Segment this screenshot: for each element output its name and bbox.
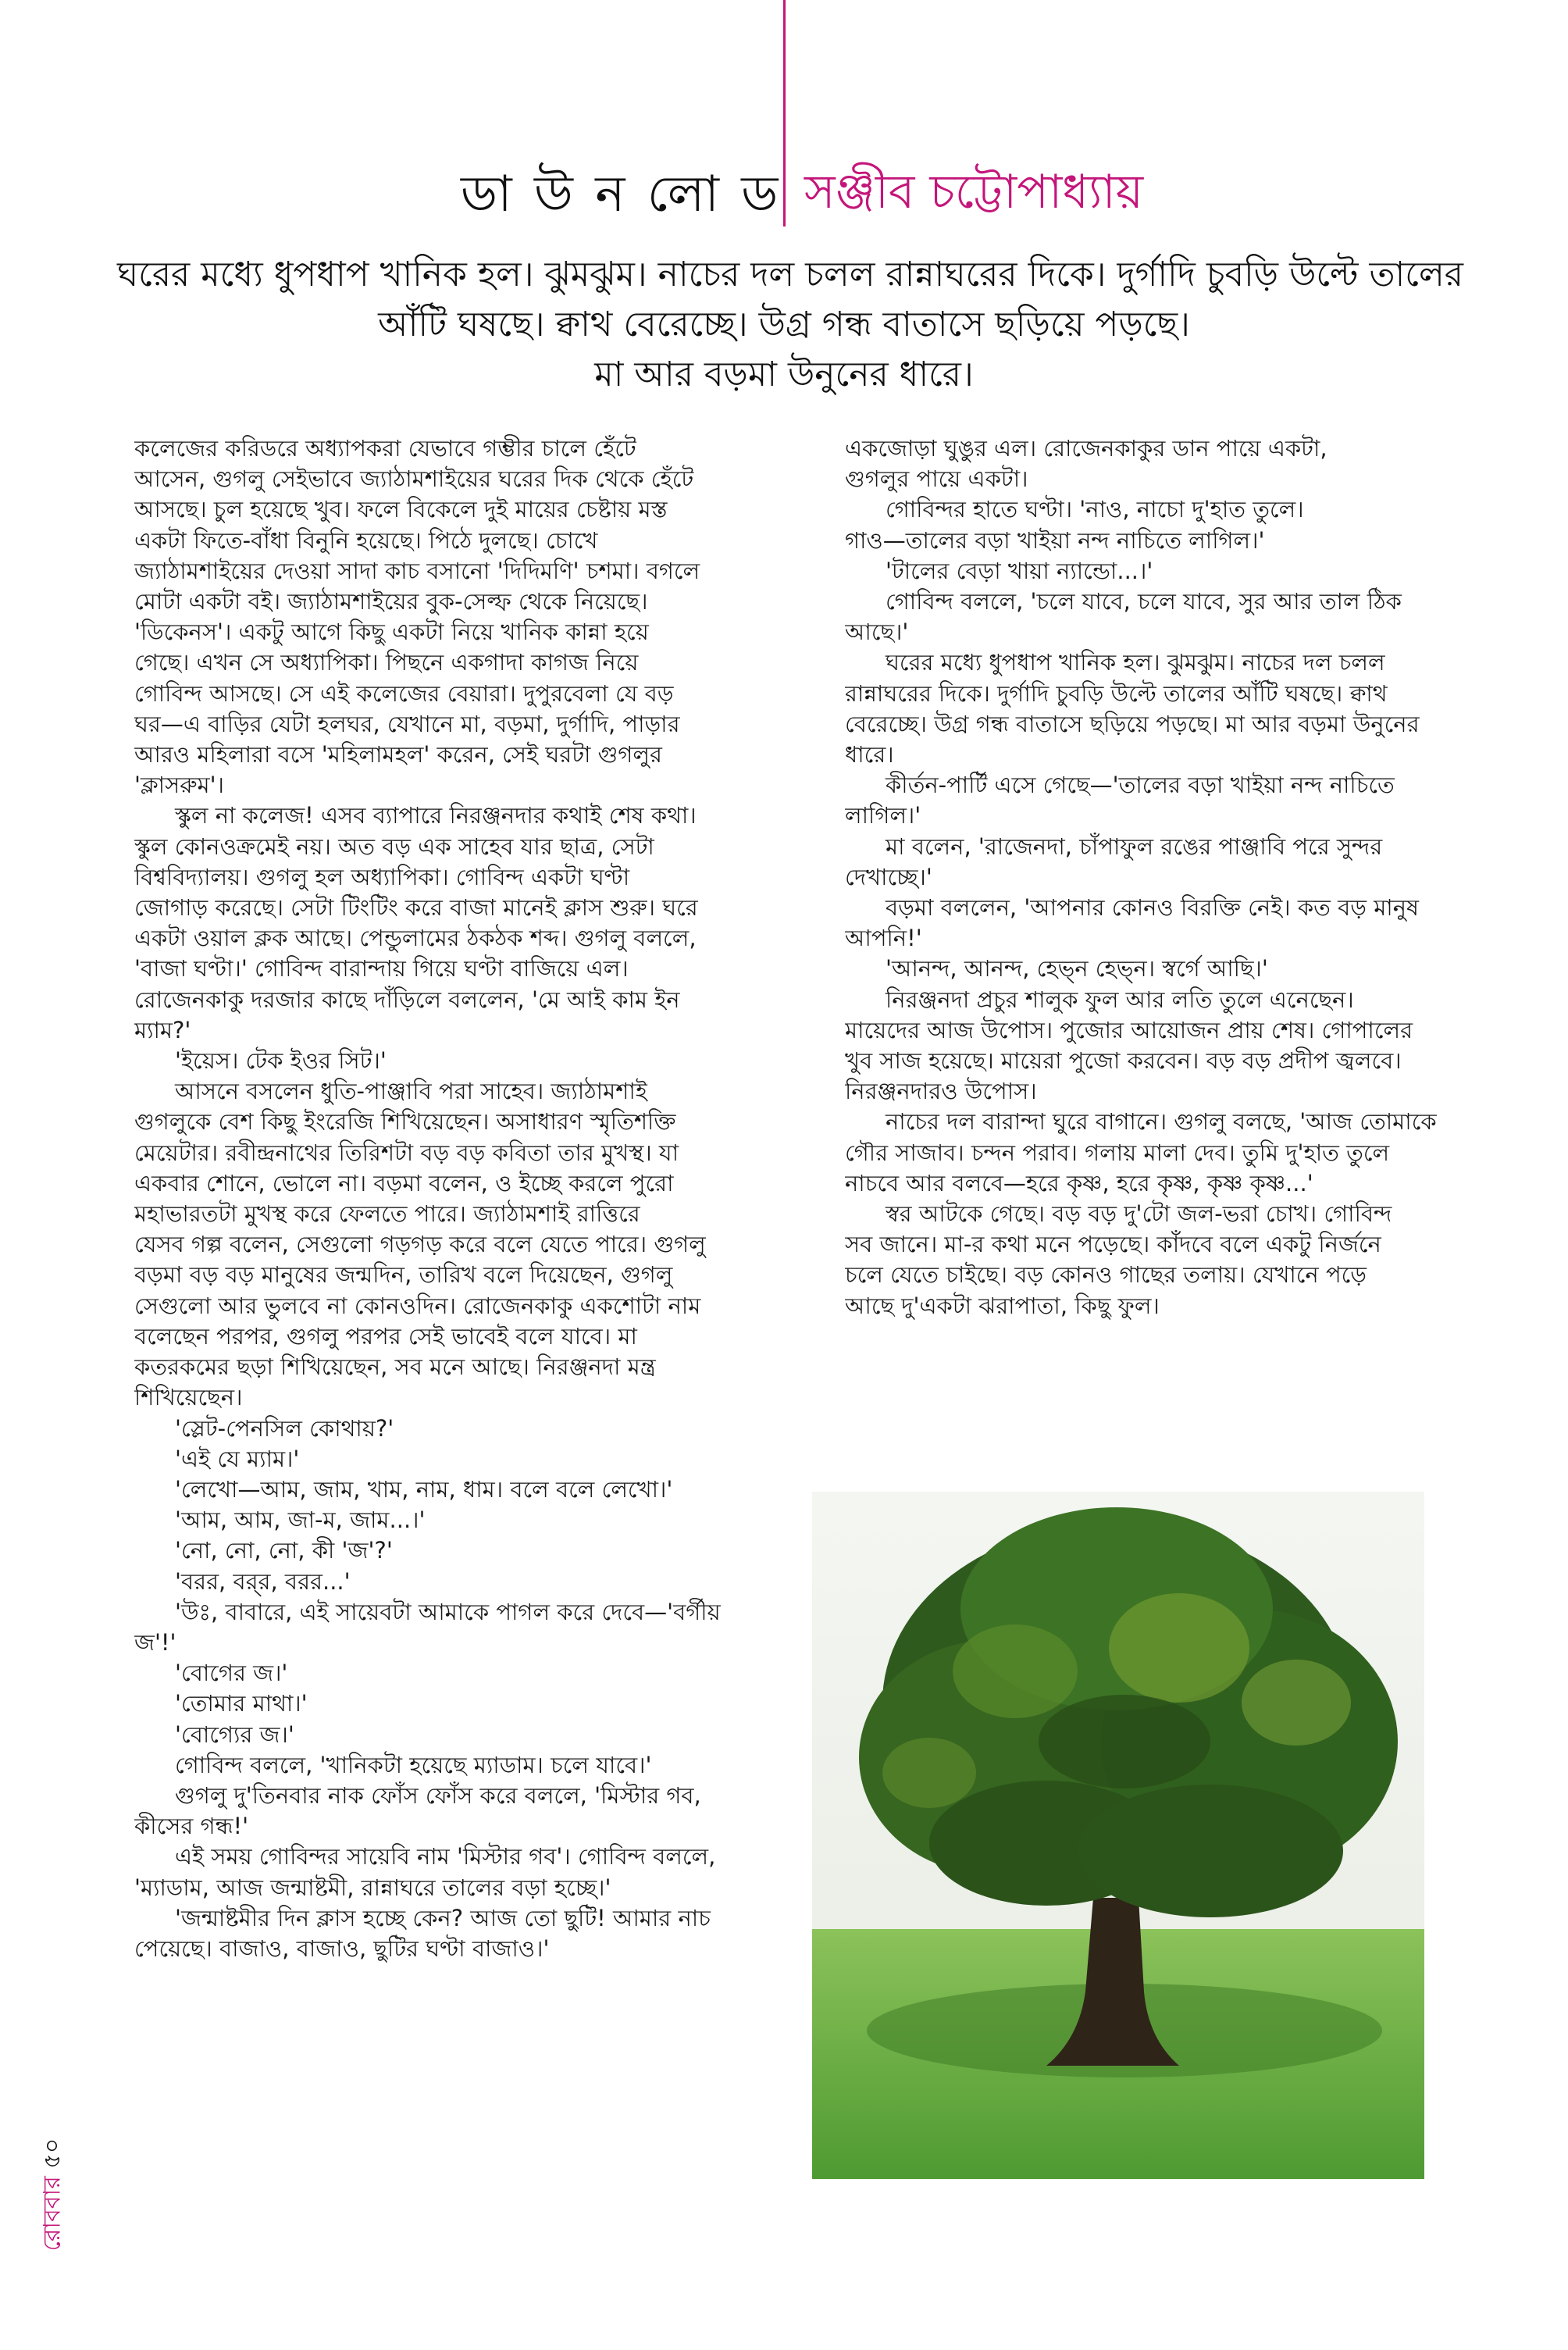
body-line: কতরকমের ছড়া শিখিয়েছেন, সব মনে আছে। নিরঞ্জনদা মন্ত্র <box>134 1353 656 1381</box>
body-line: গুগলুকে বেশ কিছু ইংরেজি শিখিয়েছেন। অসাধারণ স্মৃতিশক্তি <box>134 1108 676 1136</box>
intro-pull-quote <box>117 250 1463 400</box>
body-line: 'আনন্দ, আনন্দ, হেভ্‌ন হেভ্‌ন। স্বর্গে আছি।' <box>886 955 1268 982</box>
body-line: পেয়েছে। বাজাও, বাজাও, ছুটির ঘণ্টা বাজাও।' <box>134 1935 550 1962</box>
body-line: গোবিন্দ বললে, 'খানিকটা হয়েছে ম্যাডাম। চলে যাবে।' <box>175 1751 652 1778</box>
body-line: 'তোমার মাথা।' <box>175 1690 308 1717</box>
body-line: 'জন্মাষ্টমীর দিন ক্লাস হচ্ছে কেন? আজ তো ছুটি! আমার নাচ <box>175 1904 711 1931</box>
body-line: নিরঞ্জনদা প্রচুর শালুক ফুল আর লতি তুলে এনেছেন। <box>886 986 1354 1013</box>
body-line: জ্যাঠামশাইয়ের দেওয়া সাদা কাচ বসানো 'দিদিমণি' চশমা। বগলে <box>134 557 700 584</box>
body-line: গোবিন্দ আসছে। সে এই কলেজের বেয়ারা। দুপুরবেলা যে বড় <box>134 679 674 707</box>
body-line: বড়মা বড় বড় মানুষের জন্মদিন, তারিখ বলে দিয়েছেন, গুগলু <box>134 1261 673 1289</box>
body-line: গুগলুর পায়ে একটা। <box>845 465 1028 493</box>
body-line: গোবিন্দর হাতে ঘণ্টা। 'নাও, নাচো দু'হাত তুলে। <box>886 496 1304 523</box>
body-line: চলে যেতে চাইছে। বড় কোনও গাছের তলায়। যেখানে পড়ে <box>845 1261 1367 1289</box>
body-line: আসেন, গুগলু সেইভাবে জ্যাঠামশাইয়ের ঘরের দিক থেকে হেঁটে <box>134 465 694 493</box>
body-line: স্বর আটকে গেছে। বড় বড় দু'টো জল-ভরা চোখ। গোবিন্দ <box>886 1200 1392 1228</box>
body-line: আছে।' <box>845 619 909 646</box>
body-line: লাগিল।' <box>845 802 921 829</box>
body-line: 'আম, আম, জা-ম, জাম...।' <box>175 1507 426 1534</box>
body-line: জ'!' <box>134 1628 176 1656</box>
body-line: ম্যাম?' <box>134 1016 191 1043</box>
body-line: একবার শোনে, ভোলে না। বড়মা বলেন, ও ইচ্ছে করলে পুরো <box>134 1169 674 1196</box>
body-line: কীর্তন-পার্টি এসে গেছে—'তালের বড়া খাইয়া নন্দ নাচিতে <box>886 772 1395 799</box>
page-folio <box>30 2054 77 2335</box>
body-line: 'বরর, বর্‌র, বরর...' <box>175 1567 351 1595</box>
body-line: 'নো, নো, নো, কী 'জ'?' <box>175 1537 393 1564</box>
body-line: 'ক্লাসরুম'। <box>134 772 224 799</box>
tree-photo <box>812 1492 1424 2179</box>
body-line: মায়েদের আজ উপোস। পুজোর আয়োজন প্রায় শেষ। গোপালের <box>845 1016 1413 1043</box>
body-line: 'ডিকেনস'। একটু আগে কিছু একটা নিয়ে খানিক কান্না হয়ে <box>134 619 649 646</box>
right-text-column <box>845 433 1466 1321</box>
intro-line: আঁটি ঘষছে। ক্বাথ বেরেচ্ছে। উগ্র গন্ধ বাতাসে ছড়িয়ে পড়ছে। <box>378 305 1190 344</box>
body-line: আরও মহিলারা বসে 'মহিলামহল' করেন, সেই ঘরটা গুগলুর <box>134 741 662 768</box>
tree-illustration <box>812 1492 1424 2179</box>
body-line: 'এই যে ম্যাম।' <box>175 1445 300 1472</box>
body-line: মা বলেন, 'রাজেনদা, চাঁপাফুল রঙের পাঞ্জাবি পরে সুন্দর <box>886 833 1383 860</box>
body-line: গুগলু দু'তিনবার নাক ফোঁস ফোঁস করে বললে, 'মিস্টার গব, <box>175 1781 701 1809</box>
body-line: স্কুল না কলেজ! এসব ব্যাপারে নিরঞ্জনদার কথাই শেষ কথা। <box>175 802 697 829</box>
body-line: আছে দু'একটা ঝরাপাতা, কিছু ফুল। <box>845 1292 1160 1319</box>
body-line: আসছে। চুল হয়েছে খুব। ফলে বিকেলে দুই মায়ের চেষ্টায় মস্ত <box>134 496 668 523</box>
body-line: নিরঞ্জনদারও উপোস। <box>845 1078 1037 1105</box>
intro-line: ঘরের মধ্যে ধুপধাপ খানিক হল। ঝুমঝুম। নাচের দল চলল রান্নাঘরের দিকে। দুর্গাদি চুবড়ি উল্টে তালের <box>117 255 1463 294</box>
body-line: গোবিন্দ বললে, 'চলে যাবে, চলে যাবে, সুর আর তাল ঠিক <box>886 588 1402 615</box>
body-line: বেরেচ্ছে। উগ্র গন্ধ বাতাসে ছড়িয়ে পড়ছে। মা আর বড়মা উনুনের <box>845 710 1420 737</box>
body-line: গাও—তালের বড়া খাইয়া নন্দ নাচিতে লাগিল।' <box>845 526 1265 554</box>
body-line: একজোড়া ঘুঙুর এল। রোজেনকাকুর ডান পায়ে একটা, <box>845 435 1327 462</box>
page-number: ৫০ <box>38 2138 66 2169</box>
author-name: সঞ্জীব চট্টোপাধ্যায় <box>804 165 1144 219</box>
body-line: 'ম্যাডাম, আজ জন্মাষ্টমী, রান্নাঘরে তালের বড়া হচ্ছে।' <box>134 1874 611 1901</box>
body-line: স্কুল কোনওক্রমেই নয়। অত বড় এক সাহেব যার ছাত্র, সেটা <box>134 833 654 860</box>
body-line: নাচবে আর বলবে—হরে কৃষ্ণ, হরে কৃষ্ণ, কৃষ্ণ কৃষ্ণ...' <box>845 1169 1313 1196</box>
body-line: কলেজের করিডরে অধ্যাপকরা যেভাবে গম্ভীর চালে হেঁটে <box>134 435 636 462</box>
body-line: কীসের গন্ধ!' <box>134 1813 249 1840</box>
body-line: সব জানে। মা-র কথা মনে পড়েছে। কাঁদবে বলে একটু নির্জনে <box>845 1231 1381 1258</box>
body-line: গৌর সাজাব। চন্দন পরাব। গলায় মালা দেব। তুমি দু'হাত তুলে <box>845 1139 1390 1166</box>
left-text-column <box>134 433 753 1964</box>
body-line: গেছে। এখন সে অধ্যাপিকা। পিছনে একগাদা কাগজ নিয়ে <box>134 649 639 676</box>
body-line: খুব সাজ হয়েছে। মায়েরা পুজো করবেন। বড় বড় প্রদীপ জ্বলবে। <box>845 1047 1402 1075</box>
body-line: 'স্লেট-পেনসিল কোথায়?' <box>175 1414 394 1442</box>
body-line: ধারে। <box>845 741 894 768</box>
body-line: আপনি!' <box>845 925 922 952</box>
body-line: 'লেখো—আম, জাম, খাম, নাম, ধাম। বলে বলে লেখো।' <box>175 1475 673 1503</box>
body-line: দেখাচ্ছে।' <box>845 863 932 890</box>
body-line: শিখিয়েছেন। <box>134 1384 243 1411</box>
body-line: নাচের দল বারান্দা ঘুরে বাগানে। গুগলু বলছে, 'আজ তোমাকে <box>886 1108 1437 1136</box>
body-line: রোজেনকাকু দরজার কাছে দাঁড়িলে বললেন, 'মে আই কাম ইন <box>134 986 680 1013</box>
section-title: ডা উ ন লো ড <box>461 166 782 223</box>
body-line: 'বাজা ঘণ্টা।' গোবিন্দ বারান্দায় গিয়ে ঘণ্টা বাজিয়ে এল। <box>134 955 629 982</box>
body-line: রান্নাঘরের দিকে। দুর্গাদি চুবড়ি উল্টে তালের আঁটি ঘষছে। ক্বাথ <box>845 679 1388 707</box>
body-line: সেগুলো আর ভুলবে না কোনওদিন। রোজেনকাকু একশোটা নাম <box>134 1292 701 1319</box>
body-line: যেসব গল্প বলেন, সেগুলো গড়গড় করে বলে যেতে পারে। গুগলু <box>134 1231 706 1258</box>
body-line: একটা ফিতে-বাঁধা বিনুনি হয়েছে। পিঠে দুলছে। চোখে <box>134 526 598 554</box>
body-line: 'বোগের জ।' <box>175 1660 288 1687</box>
body-line: জোগাড় করেছে। সেটা টিংটিং করে বাজা মানেই ক্লাস শুরু। ঘরে <box>134 894 698 922</box>
body-line: ঘরের মধ্যে ধুপধাপ খানিক হল। ঝুমঝুম। নাচের দল চলল <box>886 649 1385 676</box>
body-line: 'বোগ্যের জ।' <box>175 1721 294 1748</box>
intro-line: মা আর বড়মা উনুনের ধারে। <box>594 355 974 394</box>
body-line: বলেছেন পরপর, গুগলু পরপর সেই ভাবেই বলে যাবে। মা <box>134 1322 637 1350</box>
body-line: একটা ওয়াল ক্লক আছে। পেন্ডুলামের ঠকঠক শব্দ। গুগলু বললে, <box>134 925 697 952</box>
body-line: বিশ্ববিদ্যালয়। গুগলু হল অধ্যাপিকা। গোবিন্দ একটা ঘণ্টা <box>134 863 630 890</box>
body-line: মহাভারতটা মুখস্থ করে ফেলতে পারে। জ্যাঠামশাই রাত্তিরে <box>134 1200 640 1228</box>
body-line: বড়মা বললেন, 'আপনার কোনও বিরক্তি নেই। কত বড় মানুষ <box>886 894 1420 922</box>
body-line: 'টালের বেড়া খায়া ন্যান্ডো...।' <box>886 557 1153 584</box>
body-line: ঘর—এ বাড়ির যেটা হলঘর, যেখানে মা, বড়মা, দুর্গাদি, পাড়ার <box>134 710 680 737</box>
body-line: আসনে বসলেন ধুতি-পাঞ্জাবি পরা সাহেব। জ্যাঠামশাই <box>175 1078 647 1105</box>
body-line: মোটা একটা বই। জ্যাঠামশাইয়ের বুক-সেল্ফ থেকে নিয়েছে। <box>134 588 648 615</box>
header-divider <box>783 0 786 226</box>
body-line: এই সময় গোবিন্দর সায়েবি নাম 'মিস্টার গব'। গোবিন্দ বললে, <box>175 1843 716 1870</box>
magazine-name: রোববার <box>38 2176 66 2252</box>
body-line: মেয়েটার। রবীন্দ্রনাথের তিরিশটা বড় বড় কবিতা তার মুখস্থ। যা <box>134 1139 679 1166</box>
body-line: 'উঃ, বাবারে, এই সায়েবটা আমাকে পাগল করে দেবে—'বর্গীয় <box>175 1598 721 1625</box>
body-line: 'ইয়েস। টেক ইওর সিট।' <box>175 1047 387 1075</box>
